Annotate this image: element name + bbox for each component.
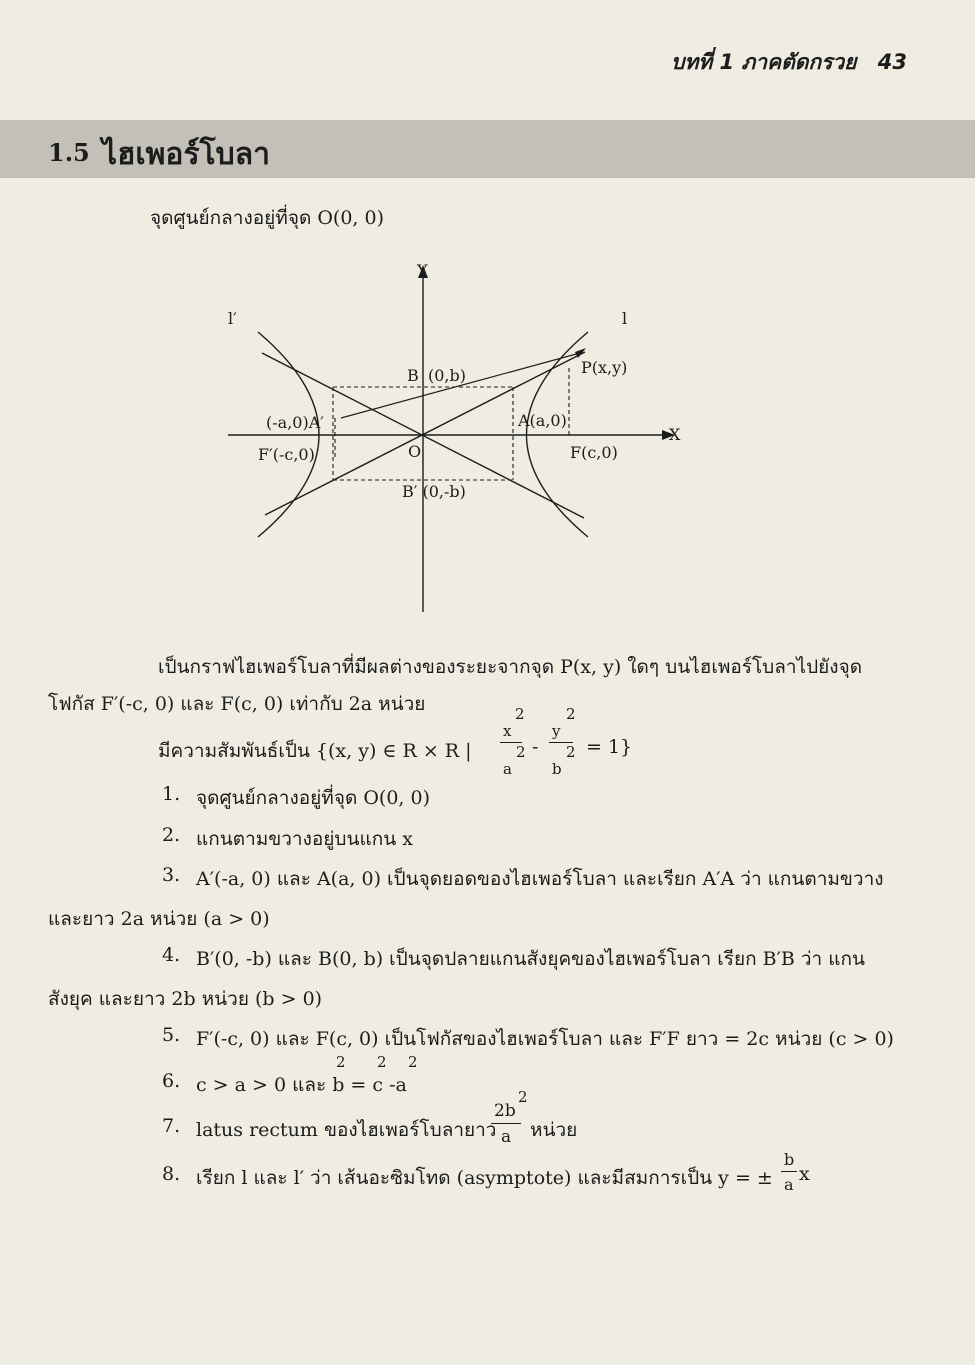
frac1-num: x — [503, 722, 512, 740]
item-4-number: 4. — [162, 944, 181, 966]
item-6-sup-c: 2 — [377, 1053, 387, 1071]
p-label: P(x,y) — [581, 358, 628, 377]
minus-sign: - — [532, 736, 539, 758]
item-8-number: 8. — [162, 1163, 181, 1185]
item-7-frac-bar — [491, 1123, 521, 1124]
origin-label: O — [408, 442, 422, 461]
item-1-text: จุดศูนย์กลางอยู่ที่จุด O(0, 0) — [196, 787, 430, 809]
item-8-frac-den: a — [784, 1175, 794, 1194]
item-7-frac-den: a — [501, 1127, 512, 1147]
page-number: 43 — [877, 50, 907, 74]
item-7-number: 7. — [162, 1115, 181, 1137]
item-3-number: 3. — [162, 864, 181, 886]
paragraph-line-2: โฟกัส F′(-c, 0) และ F(c, 0) เท่ากับ 2a หน่วย — [48, 693, 426, 715]
y-axis-label: Y — [417, 261, 428, 280]
item-7-sup: 2 — [518, 1088, 528, 1106]
item-6-sup-b: 2 — [336, 1053, 346, 1071]
x-axis-label: X — [669, 425, 681, 444]
focal-line — [341, 353, 580, 418]
item-2-number: 2. — [162, 824, 181, 846]
asymptote-l-label: l — [622, 309, 628, 328]
item-5-text: F′(-c, 0) และ F(c, 0) เป็นโฟกัสของไฮเพอร์โบลา และ F′F ยาว = 2c หน่วย (c > 0) — [196, 1028, 894, 1050]
item-8-frac-num: b — [784, 1150, 795, 1169]
item-4-text: B′(0, -b) และ B(0, b) เป็นจุดปลายแกนสังยุคของไฮเพอร์โบลา เรียก B′B ว่า แกน — [196, 948, 866, 970]
frac1-den: a — [503, 760, 512, 778]
b-prime-label: B′ (0,-b) — [402, 482, 466, 501]
item-3-text-cont: และยาว 2a หน่วย (a > 0) — [48, 908, 270, 930]
item-8-text: เรียก l และ l′ ว่า เส้นอะซิมโทด (asymptote) และมีสมการเป็น y = ± — [196, 1167, 773, 1189]
frac2-den: b — [552, 760, 562, 778]
item-8-x: x — [799, 1163, 810, 1185]
chapter-title: บทที่ 1 ภาคตัดกรวย — [671, 50, 857, 74]
a-prime-label: (-a,0)A′ — [266, 413, 324, 432]
item-4-text-cont: สังยุค และยาว 2b หน่วย (b > 0) — [48, 988, 323, 1010]
f-prime-label: F′(-c,0) — [258, 445, 315, 464]
item-6-text: c > a > 0 และ b = c -a — [196, 1074, 407, 1096]
intro-text: จุดศูนย์กลางอยู่ที่จุด O(0, 0) — [150, 207, 384, 229]
a-label: A(a,0) — [518, 411, 567, 430]
item-8-frac-bar — [781, 1171, 797, 1172]
sup-3: 2 — [566, 705, 576, 723]
item-7-text: latus rectum ของไฮเพอร์โบลายาว — [196, 1119, 497, 1141]
section-number: 1.5 — [48, 138, 90, 167]
item-7-unit: หน่วย — [530, 1119, 578, 1141]
b-coord-label: (0,b) — [428, 366, 466, 385]
asymptote-l-prime-label: l′ — [228, 309, 237, 328]
hyperbola-figure — [0, 0, 975, 640]
sup-4: 2 — [566, 743, 576, 761]
section-title: ไฮเพอร์โบลา — [102, 137, 270, 172]
item-6-number: 6. — [162, 1070, 181, 1092]
item-1-number: 1. — [162, 783, 181, 805]
paragraph-line-1: เป็นกราฟไฮเพอร์โบลาที่มีผลต่างของระยะจากจุด P(x, y) ใดๆ บนไฮเพอร์โบลาไปยังจุด — [158, 656, 863, 678]
item-6-sup-a: 2 — [408, 1053, 418, 1071]
item-2-text: แกนตามขวางอยู่บนแกน x — [196, 828, 413, 850]
item-5-number: 5. — [162, 1024, 181, 1046]
sup-1: 2 — [515, 705, 525, 723]
sup-2: 2 — [516, 743, 526, 761]
item-3-text: A′(-a, 0) และ A(a, 0) เป็นจุดยอดของไฮเพอร์โบลา และเรียก A′A ว่า แกนตามขวาง — [196, 868, 884, 890]
b-label: B — [407, 366, 419, 385]
frac2-num: y — [552, 722, 561, 740]
f-label: F(c,0) — [570, 443, 618, 462]
item-7-frac-num: 2b — [494, 1101, 516, 1121]
